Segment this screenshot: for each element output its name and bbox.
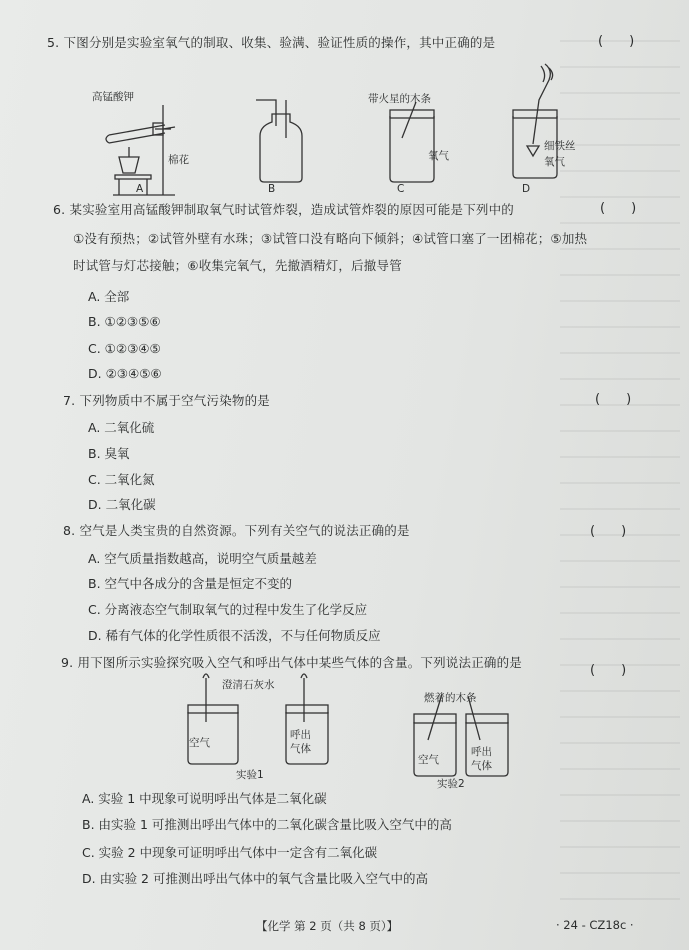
- question-6-option-c: C. ①②③④⑤: [88, 341, 161, 356]
- label-exhaled-exp2-line2: 气体: [471, 760, 492, 772]
- question-9-option-d: D. 由实验 2 可推测出呼出气体中的氧气含量比吸入空气中的高: [82, 871, 428, 886]
- question-8-option-a: A. 空气质量指数越高，说明空气质量越差: [88, 551, 317, 566]
- question-9-option-c: C. 实验 2 中现象可证明呼出气体中一定含有二氧化碳: [82, 845, 378, 860]
- question-9-answer-paren: ( ): [590, 663, 627, 678]
- label-limewater: 澄清石灰水: [222, 679, 275, 691]
- label-glowing-splint: 带火星的木条: [368, 93, 431, 105]
- experiment-2-apparatus: [408, 692, 518, 782]
- question-7-option-a: A. 二氧化硫: [88, 420, 155, 435]
- label-iron-wire: 细铁丝: [544, 140, 576, 152]
- label-cotton: 棉花: [168, 154, 189, 166]
- question-6-option-b: B. ①②③⑤⑥: [88, 314, 161, 329]
- question-7-option-b: B. 臭氧: [88, 446, 130, 461]
- question-9-option-b: B. 由实验 1 可推测出呼出气体中的二氧化碳含量比吸入空气中的高: [82, 817, 452, 832]
- question-7-answer-paren: ( ): [595, 392, 632, 407]
- label-air-exp2: 空气: [418, 754, 439, 766]
- figure-d-bottle: [505, 60, 585, 190]
- label-experiment-1: 实验1: [236, 769, 264, 781]
- label-oxygen-d: 氧气: [544, 156, 565, 168]
- figure-letter-c: C: [397, 183, 405, 195]
- question-6-option-a: A. 全部: [88, 289, 130, 304]
- figure-b-bottle: [250, 92, 320, 192]
- question-8-option-b: B. 空气中各成分的含量是恒定不变的: [88, 576, 293, 591]
- label-exhaled-exp1-line2: 气体: [290, 743, 311, 755]
- page-footer-center: 【化学 第 2 页（共 8 页）】: [256, 919, 399, 933]
- question-6-line-3: 时试管与灯芯接触；⑥收集完氧气，先撤酒精灯，后撤导管: [73, 258, 402, 273]
- label-exhaled-exp1-line1: 呼出: [290, 729, 311, 741]
- question-6-option-d: D. ②③④⑤⑥: [88, 366, 162, 381]
- question-7-stem: 7. 下列物质中不属于空气污染物的是: [63, 393, 271, 408]
- question-5-stem: 5. 下图分别是实验室氧气的制取、收集、验满、验证性质的操作，其中正确的是: [47, 35, 496, 50]
- label-air-exp1: 空气: [189, 737, 210, 749]
- question-8-stem: 8. 空气是人类宝贵的自然资源。下列有关空气的说法正确的是: [63, 523, 410, 538]
- question-9-option-a: A. 实验 1 中现象可说明呼出气体是二氧化碳: [82, 791, 327, 806]
- label-burning-splint: 燃着的木条: [424, 692, 477, 704]
- question-8-option-d: D. 稀有气体的化学性质很不活泼，不与任何物质反应: [88, 628, 381, 643]
- question-6-stem: 6. 某实验室用高锰酸钾制取氧气时试管炸裂，造成试管炸裂的原因可能是下列中的: [53, 202, 515, 217]
- figure-letter-d: D: [522, 183, 531, 195]
- question-5-answer-paren: ( ): [598, 34, 635, 49]
- label-exhaled-exp2-line1: 呼出: [471, 746, 492, 758]
- figure-c-bottle: [378, 100, 448, 190]
- label-oxygen-c: 氧气: [428, 150, 449, 162]
- question-8-answer-paren: ( ): [590, 524, 627, 539]
- figure-a-apparatus: [95, 95, 215, 205]
- question-6-line-2: ①没有预热；②试管外壁有水珠；③试管口没有略向下倾斜；④试管口塞了一团棉花；⑤加热: [73, 231, 588, 246]
- question-8-option-c: C. 分离液态空气制取氧气的过程中发生了化学反应: [88, 602, 368, 617]
- label-experiment-2: 实验2: [437, 778, 465, 790]
- question-7-option-d: D. 二氧化碳: [88, 497, 156, 512]
- question-9-stem: 9. 用下图所示实验探究吸入空气和呼出气体中某些气体的含量。下列说法正确的是: [61, 655, 523, 670]
- page-footer-code: · 24 - CZ18c ·: [556, 918, 634, 932]
- question-6-answer-paren: ( ): [600, 201, 637, 216]
- label-potassium-permanganate: 高锰酸钾: [92, 91, 134, 103]
- question-7-option-c: C. 二氧化氮: [88, 472, 155, 487]
- figure-letter-a: A: [136, 183, 144, 195]
- figure-letter-b: B: [268, 183, 276, 195]
